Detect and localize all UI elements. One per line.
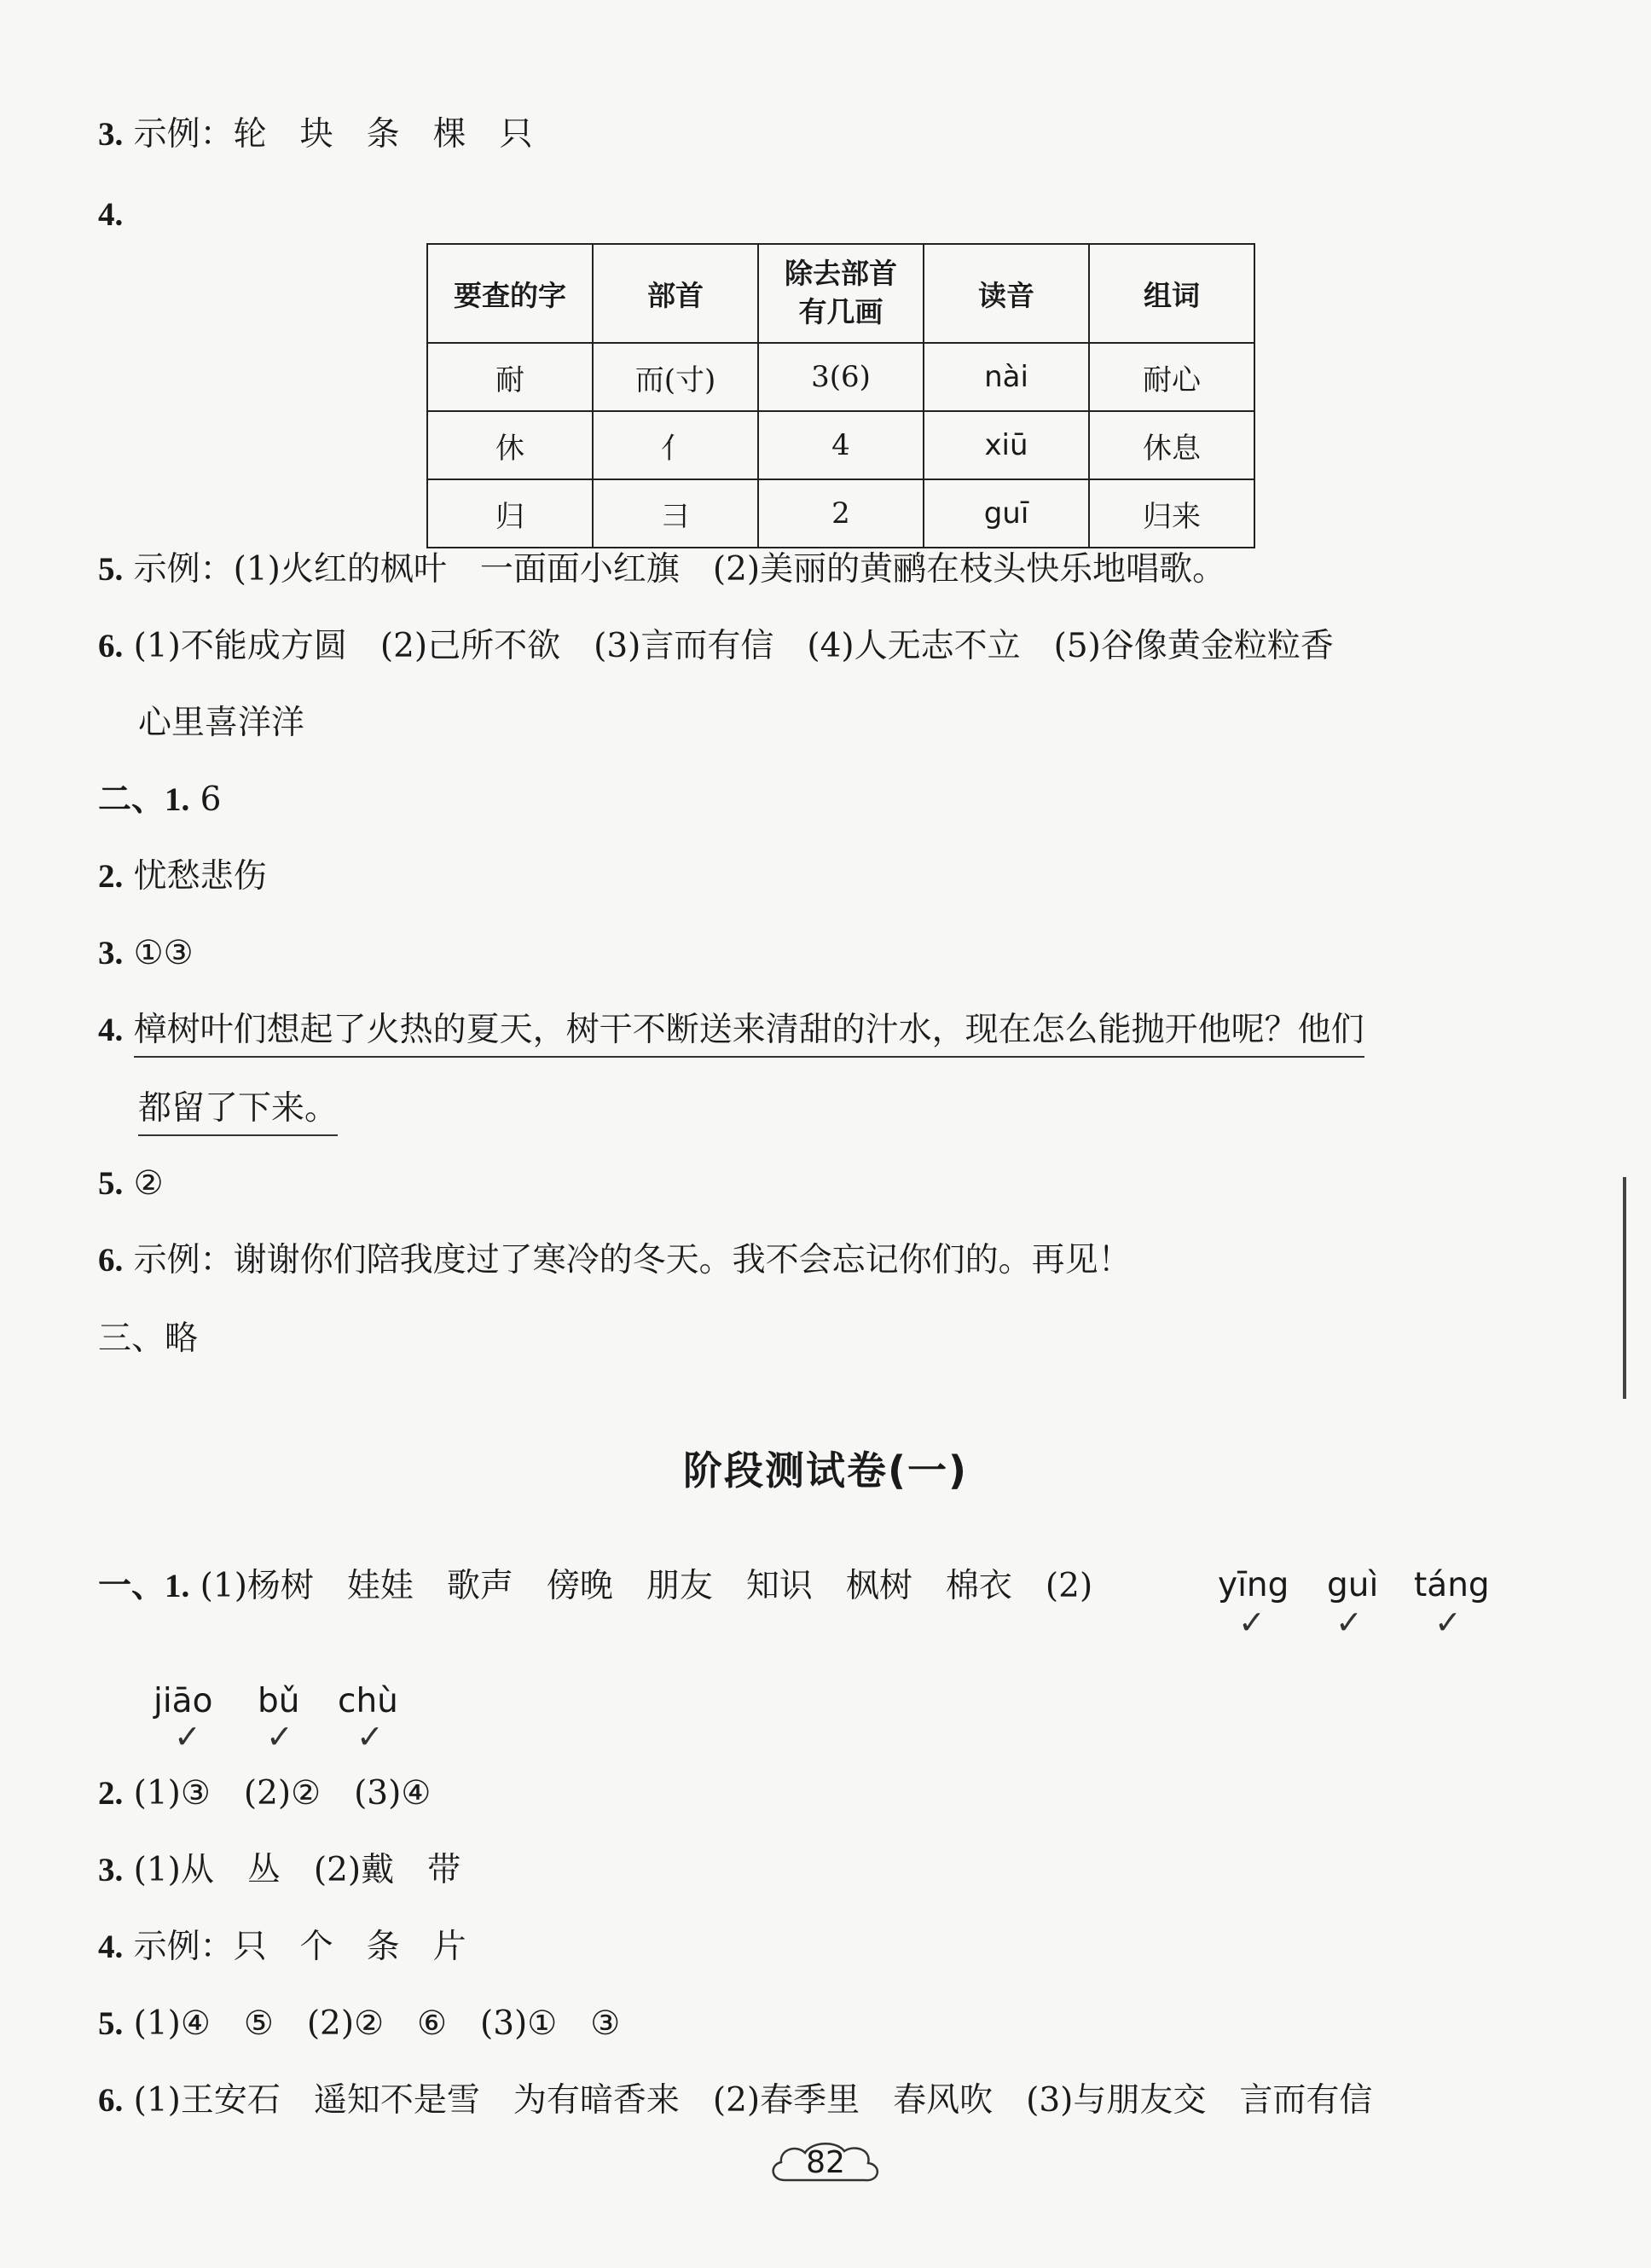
table-cell: 彐: [593, 479, 758, 548]
section2-answer-6: [98, 1241, 1132, 1279]
answer-text: (1)王安石 遥知不是雪 为有暗香来 (2)春季里 春风吹 (3)与朋友交 言而有信: [133, 2081, 1373, 2120]
table-row: [427, 343, 1254, 411]
section2-answer-1: [98, 780, 222, 819]
table-header-cell: 组词: [1089, 244, 1254, 343]
answer-text: 6: [200, 780, 222, 819]
test-answer-6: [98, 2081, 1373, 2120]
underlined-answer-text: 樟树叶们想起了火热的夏天，树干不断送来清甜的汁水，现在怎么能抛开他呢？他们: [134, 1011, 1364, 1058]
test-answer-1: [98, 1569, 1092, 1603]
table-cell: 归来: [1089, 479, 1254, 548]
checkmark-icon: ✓: [1434, 1604, 1462, 1641]
table-cell: nài: [924, 343, 1089, 411]
answer-4: [98, 198, 123, 231]
answer-text: 示例：轮 块 条 棵 只: [133, 115, 533, 154]
pinyin: bǔ: [258, 1682, 300, 1720]
answer-number: 3.: [98, 935, 124, 972]
table-cell: 而(寸): [593, 343, 758, 411]
answer-number: 4.: [98, 1929, 124, 1965]
answer-number: 6.: [98, 2082, 124, 2119]
answer-number: 4.: [98, 196, 124, 233]
table-cell: 休息: [1089, 411, 1254, 479]
answer-text: (1)杨树 娃娃 歌声 傍晚 朋友 知识 枫树 棉衣 (2): [200, 1567, 1093, 1605]
answer-number: 4.: [98, 1012, 124, 1048]
answer-text: (1)不能成方圆 (2)己所不欲 (3)言而有信 (4)人无志不立 (5)谷像黄金粒粒香: [133, 627, 1334, 665]
section-title: 阶段测试卷(一): [682, 1447, 969, 1494]
answer-text: 心里喜洋洋: [138, 704, 305, 742]
checkmark-icon: ✓: [1335, 1604, 1363, 1641]
table-row: [427, 479, 1254, 548]
pinyin: chù: [338, 1682, 398, 1720]
answer-5: [98, 550, 1226, 589]
section2-answer-4: [98, 1013, 1364, 1047]
checkmark-icon: ✓: [1238, 1604, 1266, 1641]
section2-answer-4-continued: [138, 1089, 339, 1128]
answer-number: 一、1.: [98, 1568, 190, 1604]
answer-number: 5.: [98, 551, 124, 588]
answer-text: 示例：(1)火红的枫叶 一面面小红旗 (2)美丽的黄鹂在枝头快乐地唱歌。: [133, 550, 1226, 589]
table-cell: 休: [427, 411, 593, 479]
checkmark-icon: ✓: [174, 1718, 201, 1755]
pinyin: yīng: [1218, 1566, 1289, 1604]
table-cell: 耐: [427, 343, 593, 411]
pinyin: jiāo: [154, 1682, 213, 1720]
table-cell: 3(6): [758, 343, 924, 411]
answer-text: 示例：只 个 条 片: [133, 1928, 466, 1966]
pinyin: guì: [1327, 1566, 1379, 1604]
answer-text: (1)④ ⑤ (2)② ⑥ (3)① ③: [133, 2004, 621, 2043]
answer-6: [98, 629, 1334, 663]
pinyin: táng: [1414, 1566, 1490, 1604]
answer-number: 6.: [98, 1242, 124, 1279]
table-cell: 归: [427, 479, 593, 548]
answer-number: 2.: [98, 1775, 124, 1812]
section2-answer-2: [98, 857, 267, 896]
answer-3: [98, 115, 533, 154]
section2-answer-5: [98, 1164, 164, 1203]
test-answer-2: [98, 1774, 432, 1813]
table-cell: 亻: [593, 411, 758, 479]
answer-text: ②: [133, 1164, 164, 1203]
table-cell: 4: [758, 411, 924, 479]
answer-text: ①③: [133, 934, 194, 972]
table-cell: 耐心: [1089, 343, 1254, 411]
answer-number: 5.: [98, 2005, 124, 2042]
table-header-cell: 读音: [924, 244, 1089, 343]
answer-text: (1)从 丛 (2)戴 带: [133, 1851, 461, 1889]
answer-text: 示例：谢谢你们陪我度过了寒冷的冬天。我不会忘记你们的。再见！: [133, 1241, 1132, 1279]
answer-number: 2.: [98, 858, 124, 895]
table-cell: xiū: [924, 411, 1089, 479]
answer-text: 三、略: [98, 1320, 199, 1358]
table-cell: guī: [924, 479, 1089, 548]
test-answer-4: [98, 1928, 466, 1966]
table-header-cell: 除去部首 有几画: [758, 244, 924, 343]
answer-number: 3.: [98, 1852, 124, 1888]
page-number: 82: [806, 2145, 845, 2180]
answer-text: 忧愁悲伤: [133, 857, 267, 896]
table-header-row: [427, 244, 1254, 343]
table-header-cell: 要查的字: [427, 244, 593, 343]
section3-answer: [98, 1320, 199, 1358]
underlined-answer-text: 都留了下来。: [138, 1089, 338, 1136]
section2-answer-3: [98, 934, 194, 972]
table-cell: 2: [758, 479, 924, 548]
test-answer-5: [98, 2004, 621, 2043]
page-edge-divider: [1623, 1177, 1626, 1399]
answer-number: 3.: [98, 116, 124, 153]
dictionary-lookup-table: [426, 243, 1255, 548]
answer-number: 5.: [98, 1165, 124, 1202]
answer-number: 二、1.: [98, 781, 190, 818]
table-header-cell: 部首: [593, 244, 758, 343]
checkmark-icon: ✓: [356, 1718, 384, 1755]
answer-6-continued: [138, 706, 304, 740]
answer-number: 6.: [98, 628, 124, 664]
answer-text: (1)③ (2)② (3)④: [133, 1774, 432, 1813]
table-row: [427, 411, 1254, 479]
checkmark-icon: ✓: [266, 1718, 293, 1755]
test-answer-3: [98, 1853, 461, 1887]
